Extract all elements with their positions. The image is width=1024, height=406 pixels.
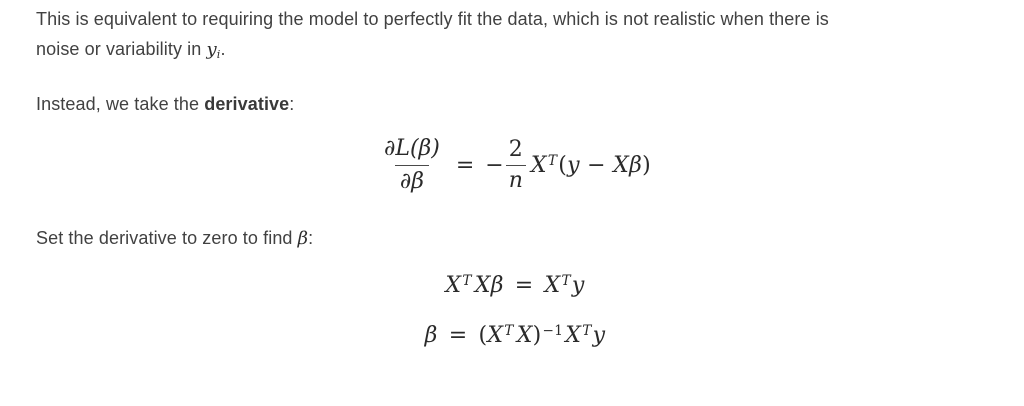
period: . bbox=[220, 39, 226, 59]
fraction-dL-dbeta bbox=[379, 136, 445, 195]
transpose-sup: T bbox=[561, 272, 571, 289]
derivative-intro-prefix: Instead, we take the bbox=[36, 94, 205, 114]
set-zero-prefix: Set the derivative to zero to find bbox=[36, 228, 298, 248]
math-var-y: y bbox=[206, 39, 217, 60]
inline-math-beta: β bbox=[297, 228, 309, 249]
math-sub-i: i bbox=[216, 47, 221, 61]
math-var-Xbeta: Xβ bbox=[474, 273, 504, 298]
close-paren: ) bbox=[642, 153, 652, 178]
paragraph-model-fit bbox=[36, 4, 994, 65]
equation-derivative bbox=[36, 133, 994, 197]
derivative-bold: derivative bbox=[204, 94, 290, 114]
math-var-X: X bbox=[487, 323, 504, 348]
transpose-sup: T bbox=[582, 322, 592, 339]
equation-solution bbox=[36, 320, 994, 352]
paragraph-derivative-intro bbox=[36, 89, 994, 119]
transpose-sup: T bbox=[504, 322, 514, 339]
equation-normal bbox=[36, 270, 994, 302]
equals-sign: = bbox=[448, 323, 468, 348]
minus-sign: − bbox=[485, 153, 504, 178]
derivative-intro-colon: : bbox=[289, 94, 295, 114]
fraction-denominator: ∂β bbox=[395, 165, 429, 194]
transpose-sup: T bbox=[462, 272, 472, 289]
fraction-numerator: ∂L(β) bbox=[383, 135, 440, 161]
close-paren: ) bbox=[532, 323, 542, 348]
math-var-X: X bbox=[530, 153, 547, 178]
fraction-2-n bbox=[506, 137, 526, 194]
transpose-sup: T bbox=[547, 152, 558, 169]
open-paren: ( bbox=[558, 153, 568, 178]
inline-math-yi bbox=[206, 39, 220, 60]
math-var-y: y bbox=[571, 273, 585, 298]
math-var-y: y bbox=[592, 323, 606, 348]
paragraph-line-2-text: noise or variability in bbox=[36, 39, 207, 59]
math-var-X: X bbox=[445, 273, 462, 298]
paragraph-line-2 bbox=[36, 34, 994, 65]
residual-expr: y − Xβ bbox=[567, 153, 643, 178]
paragraph-set-zero bbox=[36, 223, 994, 254]
math-var-X: X bbox=[516, 323, 533, 348]
open-paren: ( bbox=[478, 323, 488, 348]
equals-sign: = bbox=[455, 153, 475, 178]
inverse-sup: −1 bbox=[542, 322, 564, 339]
math-var-beta: β bbox=[424, 323, 438, 348]
fraction-numerator: 2 bbox=[508, 136, 523, 162]
math-var-X: X bbox=[544, 273, 561, 298]
fraction-denominator: n bbox=[506, 165, 526, 193]
paragraph-line-1: This is equivalent to requiring the model to perfectly fit the data, which is not realistic when there is bbox=[36, 9, 829, 29]
equals-minus-run bbox=[445, 155, 506, 177]
math-var-X: X bbox=[565, 323, 582, 348]
equals-sign: = bbox=[514, 273, 534, 298]
xt-residual-run bbox=[530, 152, 652, 178]
set-zero-colon: : bbox=[308, 228, 314, 248]
